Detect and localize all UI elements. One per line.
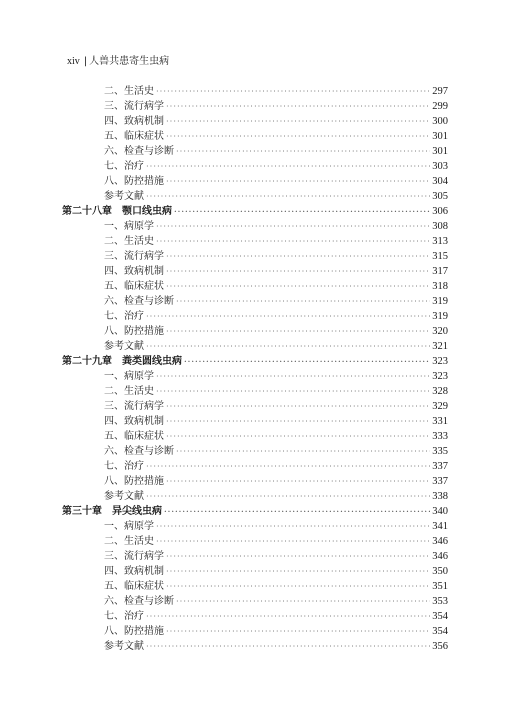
toc-entry-page: 300 (432, 116, 448, 127)
toc-entry-page: 318 (432, 281, 448, 292)
toc-entry-label: 八、防控措施 (104, 176, 164, 187)
dot-leader (174, 204, 430, 219)
toc-entry-label: 参考文献 (104, 641, 144, 652)
dot-leader (166, 264, 430, 279)
chapter-number: 第三十章 (62, 506, 102, 517)
toc-entry-page: 351 (432, 581, 448, 592)
chapter-number: 第二十九章 (62, 356, 112, 367)
toc-entry (104, 624, 448, 639)
toc-entry-label: 六、检查与诊断 (104, 446, 174, 457)
toc-entry-page: 313 (432, 236, 448, 247)
toc-entry (104, 264, 448, 279)
toc-entry (104, 369, 448, 384)
toc-entry-page: 341 (432, 521, 448, 532)
toc-entry-label: 五、临床症状 (104, 431, 164, 442)
toc-entry-page: 319 (432, 296, 448, 307)
toc-entry (104, 429, 448, 444)
toc-entry-label: 一、病原学 (104, 521, 154, 532)
dot-leader (166, 474, 430, 489)
toc-entry (104, 144, 448, 159)
toc-entry-label: 三、流行病学 (104, 251, 164, 262)
dot-leader (146, 309, 430, 324)
toc-entry-label: 七、治疗 (104, 161, 144, 172)
toc-entry (104, 399, 448, 414)
chapter-heading (62, 204, 448, 219)
dot-leader (166, 399, 430, 414)
dot-leader (146, 159, 430, 174)
toc-entry-page: 319 (432, 311, 448, 322)
dot-leader (146, 609, 430, 624)
toc-entry-label: 参考文献 (104, 191, 144, 202)
toc-entry-label: 一、病原学 (104, 221, 154, 232)
toc-entry-page: 328 (432, 386, 448, 397)
toc-entry-label: 五、临床症状 (104, 281, 164, 292)
toc-entry (104, 159, 448, 174)
toc-entry (104, 414, 448, 429)
dot-leader (146, 459, 430, 474)
toc-entry-page: 321 (432, 341, 448, 352)
toc-entry-page: 323 (432, 371, 448, 382)
toc-entry-label: 二、生活史 (104, 236, 154, 247)
dot-leader (166, 114, 430, 129)
toc-entry-label: 三、流行病学 (104, 101, 164, 112)
toc-entry-label: 三、流行病学 (104, 401, 164, 412)
dot-leader (166, 99, 430, 114)
toc-entry (104, 594, 448, 609)
header-separator: | (83, 56, 88, 67)
toc-entry-page: 320 (432, 326, 448, 337)
toc-entry-page: 331 (432, 416, 448, 427)
chapter-heading (62, 354, 448, 369)
dot-leader (166, 249, 430, 264)
dot-leader (176, 444, 430, 459)
toc-entry-label: 八、防控措施 (104, 626, 164, 637)
running-header (67, 56, 169, 68)
toc-entry-label: 参考文献 (104, 341, 144, 352)
dot-leader (166, 129, 430, 144)
toc-entry-page: 317 (432, 266, 448, 277)
toc-entry-page: 353 (432, 596, 448, 607)
toc-entry (104, 129, 448, 144)
toc-entry-page: 301 (432, 146, 448, 157)
toc-entry-page: 346 (432, 551, 448, 562)
toc-entry-page: 354 (432, 626, 448, 637)
dot-leader (166, 174, 430, 189)
toc-entry (104, 174, 448, 189)
toc-entry (104, 609, 448, 624)
toc-entry (104, 189, 448, 204)
toc-entry-label: 三、流行病学 (104, 551, 164, 562)
toc-entry-label: 二、生活史 (104, 536, 154, 547)
dot-leader (176, 144, 430, 159)
toc-entry-label: 七、治疗 (104, 311, 144, 322)
toc-entry-label: 四、致病机制 (104, 566, 164, 577)
dot-leader (156, 384, 430, 399)
toc-entry-page: 338 (432, 491, 448, 502)
toc-entry (104, 444, 448, 459)
toc-entry-page: 297 (432, 86, 448, 97)
toc-entry (104, 384, 448, 399)
toc-entry (104, 294, 448, 309)
toc-entry (104, 579, 448, 594)
dot-leader (166, 279, 430, 294)
toc-entry-label: 四、致病机制 (104, 416, 164, 427)
toc-entry-label: 五、临床症状 (104, 581, 164, 592)
dot-leader (166, 414, 430, 429)
chapter-page: 323 (432, 356, 448, 367)
toc-entry-label: 参考文献 (104, 491, 144, 502)
dot-leader (166, 579, 430, 594)
toc-entry (104, 459, 448, 474)
toc-entry-page: 346 (432, 536, 448, 547)
toc-entry-page: 333 (432, 431, 448, 442)
toc-entry-page: 305 (432, 191, 448, 202)
toc-entry-label: 六、检查与诊断 (104, 296, 174, 307)
chapter-heading (62, 504, 448, 519)
dot-leader (184, 354, 430, 369)
toc-entry-page: 337 (432, 476, 448, 487)
toc-entry (104, 519, 448, 534)
toc-entry-page: 335 (432, 446, 448, 457)
toc-entry (104, 339, 448, 354)
toc-entry (104, 249, 448, 264)
toc-entry-label: 六、检查与诊断 (104, 146, 174, 157)
toc-entry (104, 84, 448, 99)
dot-leader (166, 549, 430, 564)
toc-entry-label: 四、致病机制 (104, 266, 164, 277)
dot-leader (146, 189, 430, 204)
dot-leader (146, 339, 430, 354)
dot-leader (156, 219, 430, 234)
toc-entry (104, 234, 448, 249)
chapter-title: 异尖线虫病 (112, 506, 162, 517)
dot-leader (146, 639, 430, 654)
toc-entry (104, 549, 448, 564)
dot-leader (166, 624, 430, 639)
toc-entry-page: 304 (432, 176, 448, 187)
dot-leader (156, 234, 430, 249)
header-page-number: xiv (67, 56, 80, 67)
toc-entry (104, 279, 448, 294)
toc-entry (104, 534, 448, 549)
toc-entry-label: 二、生活史 (104, 386, 154, 397)
toc-entry (104, 564, 448, 579)
toc-entry-label: 七、治疗 (104, 461, 144, 472)
dot-leader (164, 504, 430, 519)
toc-entry (104, 309, 448, 324)
toc-entry (104, 324, 448, 339)
dot-leader (156, 534, 430, 549)
dot-leader (166, 324, 430, 339)
chapter-number: 第二十八章 (62, 206, 112, 217)
chapter-page: 306 (432, 206, 448, 217)
toc-entry (104, 114, 448, 129)
toc-entry-label: 六、检查与诊断 (104, 596, 174, 607)
chapter-title: 颚口线虫病 (122, 206, 172, 217)
toc-entry-page: 315 (432, 251, 448, 262)
toc-entry (104, 489, 448, 504)
toc-entry (104, 219, 448, 234)
toc-entry-label: 一、病原学 (104, 371, 154, 382)
dot-leader (156, 84, 430, 99)
toc-entry-page: 350 (432, 566, 448, 577)
chapter-title: 粪类圆线虫病 (122, 356, 182, 367)
header-book-title: 人兽共患寄生虫病 (89, 56, 170, 67)
toc-entry-page: 308 (432, 221, 448, 232)
toc-entry-label: 二、生活史 (104, 86, 154, 97)
toc-entry-page: 301 (432, 131, 448, 142)
toc-entry-label: 四、致病机制 (104, 116, 164, 127)
toc-entry-page: 337 (432, 461, 448, 472)
toc-entry-page: 303 (432, 161, 448, 172)
dot-leader (146, 489, 430, 504)
dot-leader (156, 369, 430, 384)
toc-entry (104, 474, 448, 489)
dot-leader (166, 429, 430, 444)
toc-entry-page: 354 (432, 611, 448, 622)
toc-entry-label: 五、临床症状 (104, 131, 164, 142)
toc-entry-label: 七、治疗 (104, 611, 144, 622)
toc-entry-page: 329 (432, 401, 448, 412)
toc-entry-label: 八、防控措施 (104, 476, 164, 487)
toc-entry (104, 639, 448, 654)
toc-entry-page: 356 (432, 641, 448, 652)
chapter-page: 340 (432, 506, 448, 517)
dot-leader (166, 564, 430, 579)
toc-entry-page: 299 (432, 101, 448, 112)
dot-leader (156, 519, 430, 534)
dot-leader (176, 294, 430, 309)
toc-entry-label: 八、防控措施 (104, 326, 164, 337)
dot-leader (176, 594, 430, 609)
toc-entry (104, 99, 448, 114)
